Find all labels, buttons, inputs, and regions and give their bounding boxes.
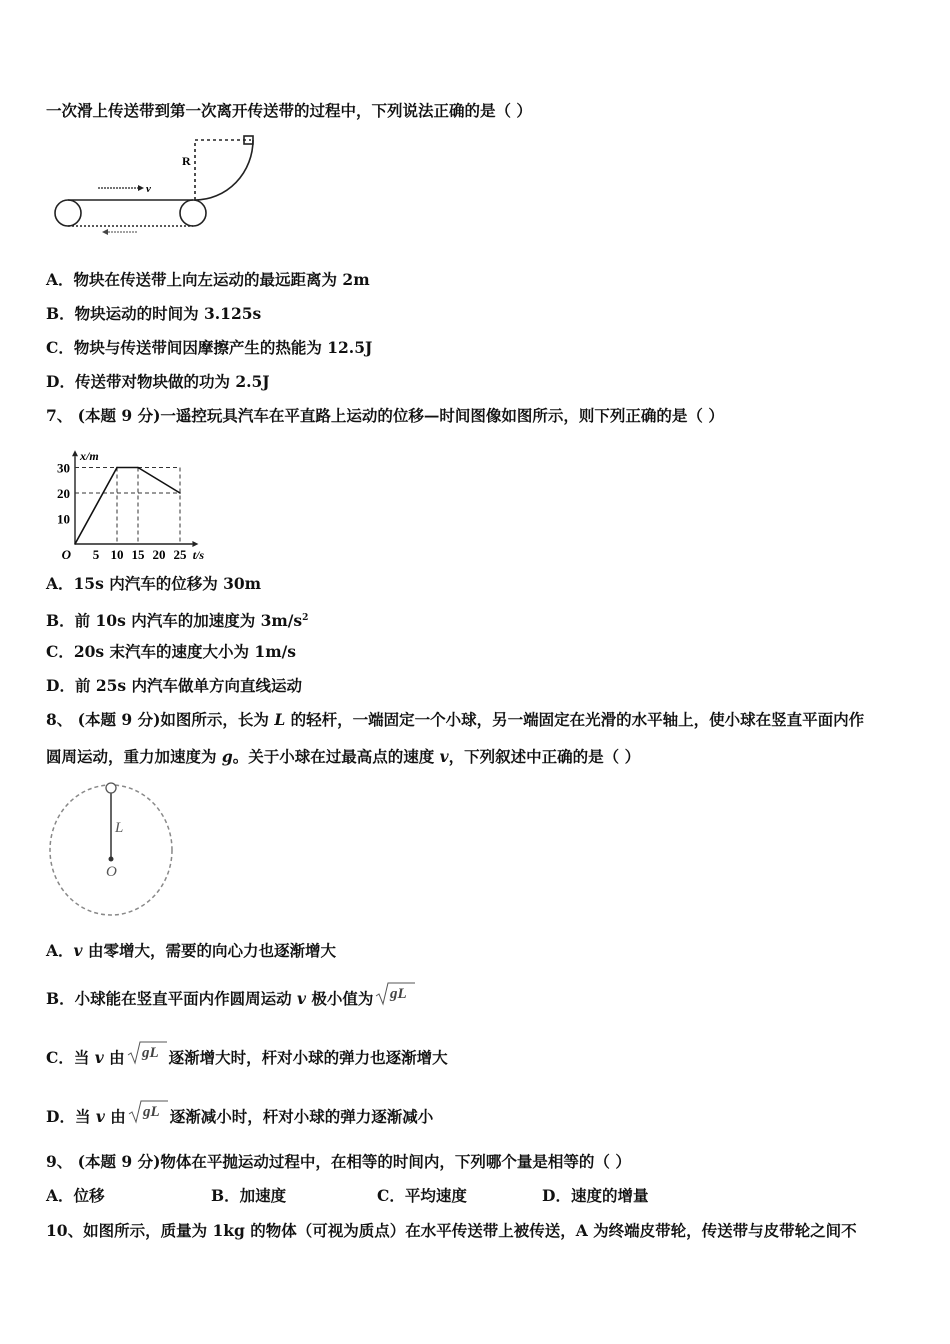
xt-point <box>74 543 76 545</box>
q8-option-d-mid: 由 <box>104 1107 126 1126</box>
q8-option-b-var: v <box>297 989 307 1008</box>
q7-option-b <box>46 608 308 631</box>
q8-stem-line1-prefix: 8、 (本题 9 分)如图所示，长为 <box>46 710 275 729</box>
q9-option-b: B．加速度 <box>211 1186 287 1205</box>
q6-option-b: B．物块运动的时间为 3.125s <box>46 304 262 323</box>
y-axis-label: x/m <box>80 449 99 464</box>
y-tick-label: 10 <box>57 511 70 527</box>
x-tick-label: 5 <box>92 547 100 560</box>
q8-option-c-prefix: C．当 <box>46 1048 95 1067</box>
q6-option-a: A．物块在传送带上向左运动的最远距离为 2m <box>46 270 370 289</box>
q8-stem-line2-suffix: ，下列叙述中正确的是（ ） <box>448 747 641 766</box>
x-tick-label: 20 <box>152 547 166 560</box>
q10-stem: 10、如图所示，质量为 1kg 的物体（可视为质点）在水平传送带上被传送，A 为终端皮带轮，传送带与皮带轮之间不 <box>46 1221 857 1240</box>
q8-option-a-suffix: 由零增大，需要的向心力也逐渐增大 <box>82 941 336 960</box>
q8-var-L: L <box>274 710 286 729</box>
xt-point <box>179 492 181 494</box>
x-tick-label: 10 <box>110 547 124 560</box>
q8-option-d <box>46 1105 433 1131</box>
q8-option-c-var: v <box>94 1048 104 1067</box>
q8-option-c-suffix: 逐渐增大时，杆对小球的弹力也逐渐增大 <box>168 1048 448 1067</box>
q8-option-c-mid: 由 <box>103 1048 125 1067</box>
q9-option-c: C．平均速度 <box>377 1186 467 1205</box>
q8-option-c <box>46 1046 448 1072</box>
q9-stem: 9、 (本题 9 分)物体在平抛运动过程中，在相等的时间内，下列哪个量是相等的（ ） <box>46 1152 631 1171</box>
y-tick-label: 30 <box>57 460 70 476</box>
q8-option-b-prefix: B．小球能在竖直平面内作圆周运动 <box>46 989 297 1008</box>
q9-option-a: A．位移 <box>46 1186 105 1205</box>
q8-option-a <box>46 941 336 961</box>
q8-stem-line1 <box>46 710 864 730</box>
q6-option-c: C．物块与传送带间因摩擦产生的热能为 12.5J <box>46 338 373 357</box>
x-axis-label: t/s <box>192 548 205 560</box>
q8-option-a-var: v <box>73 941 83 960</box>
q7-xt-chart <box>50 432 260 560</box>
x-axis-arrow <box>192 541 198 547</box>
q6-option-d: D．传送带对物块做的功为 2.5J <box>46 372 270 391</box>
sqrt-gl-formula <box>375 981 415 1007</box>
sqrt-gl-text: gL <box>141 1045 159 1061</box>
q7-option-b-text: B．前 10s 内汽车的加速度为 3m/s <box>46 611 303 631</box>
q7-option-c: C．20s 末汽车的速度大小为 1m/s <box>46 642 296 661</box>
q8-stem-line2 <box>46 747 640 767</box>
q6-label-R: R <box>182 154 191 168</box>
q8-label-O: O <box>106 864 117 880</box>
y-tick-label: 20 <box>57 486 70 501</box>
q8-var-v: v <box>439 747 449 766</box>
q7-option-b-sup: 2 <box>302 613 309 623</box>
q8-var-g: g <box>221 747 233 766</box>
xt-series-line <box>75 468 180 545</box>
q8-option-b-suffix: 极小值为 <box>306 989 374 1008</box>
q8-option-a-prefix: A． <box>46 941 74 960</box>
q8-option-d-suffix: 逐渐减小时，杆对小球的弹力逐渐减小 <box>169 1107 434 1126</box>
q6-stem-tail: 一次滑上传送带到第一次离开传送带的过程中，下列说法正确的是（ ） <box>46 101 532 120</box>
xt-point <box>137 467 139 469</box>
origin-label: O <box>61 547 71 560</box>
q8-option-d-prefix: D．当 <box>46 1107 96 1126</box>
q6-conveyor-figure <box>46 130 276 242</box>
q8-option-d-var: v <box>95 1107 105 1126</box>
sqrt-gl-text: gL <box>142 1104 160 1120</box>
q7-option-a: A．15s 内汽车的位移为 30m <box>46 574 262 593</box>
sqrt-gl-formula <box>127 1040 167 1066</box>
q8-stem-line2-prefix: 圆周运动，重力加速度为 <box>46 747 222 766</box>
x-tick-label: 15 <box>131 547 145 560</box>
q8-stem-line2-mid: 。关于小球在过最高点的速度 <box>232 747 440 766</box>
sqrt-gl-formula <box>128 1099 168 1125</box>
q7-stem: 7、 (本题 9 分)一遥控玩具汽车在平直路上运动的位移—时间图像如图所示，则下列正确的是（ ） <box>46 406 724 425</box>
sqrt-gl-text: gL <box>390 986 408 1002</box>
q9-option-d: D．速度的增量 <box>542 1186 649 1205</box>
x-tick-label: 25 <box>173 547 187 560</box>
q7-option-d: D．前 25s 内汽车做单方向直线运动 <box>46 676 303 695</box>
q6-label-v: v <box>146 183 151 195</box>
q8-circle-figure <box>46 780 178 920</box>
q8-stem-line1-suffix: 的轻杆，一端固定一个小球，另一端固定在光滑的水平轴上，使小球在竖直平面内作 <box>285 710 865 729</box>
xt-point <box>116 467 118 469</box>
y-axis-arrow <box>72 450 78 456</box>
q8-label-L: L <box>115 820 124 836</box>
q8-option-b <box>46 987 417 1013</box>
